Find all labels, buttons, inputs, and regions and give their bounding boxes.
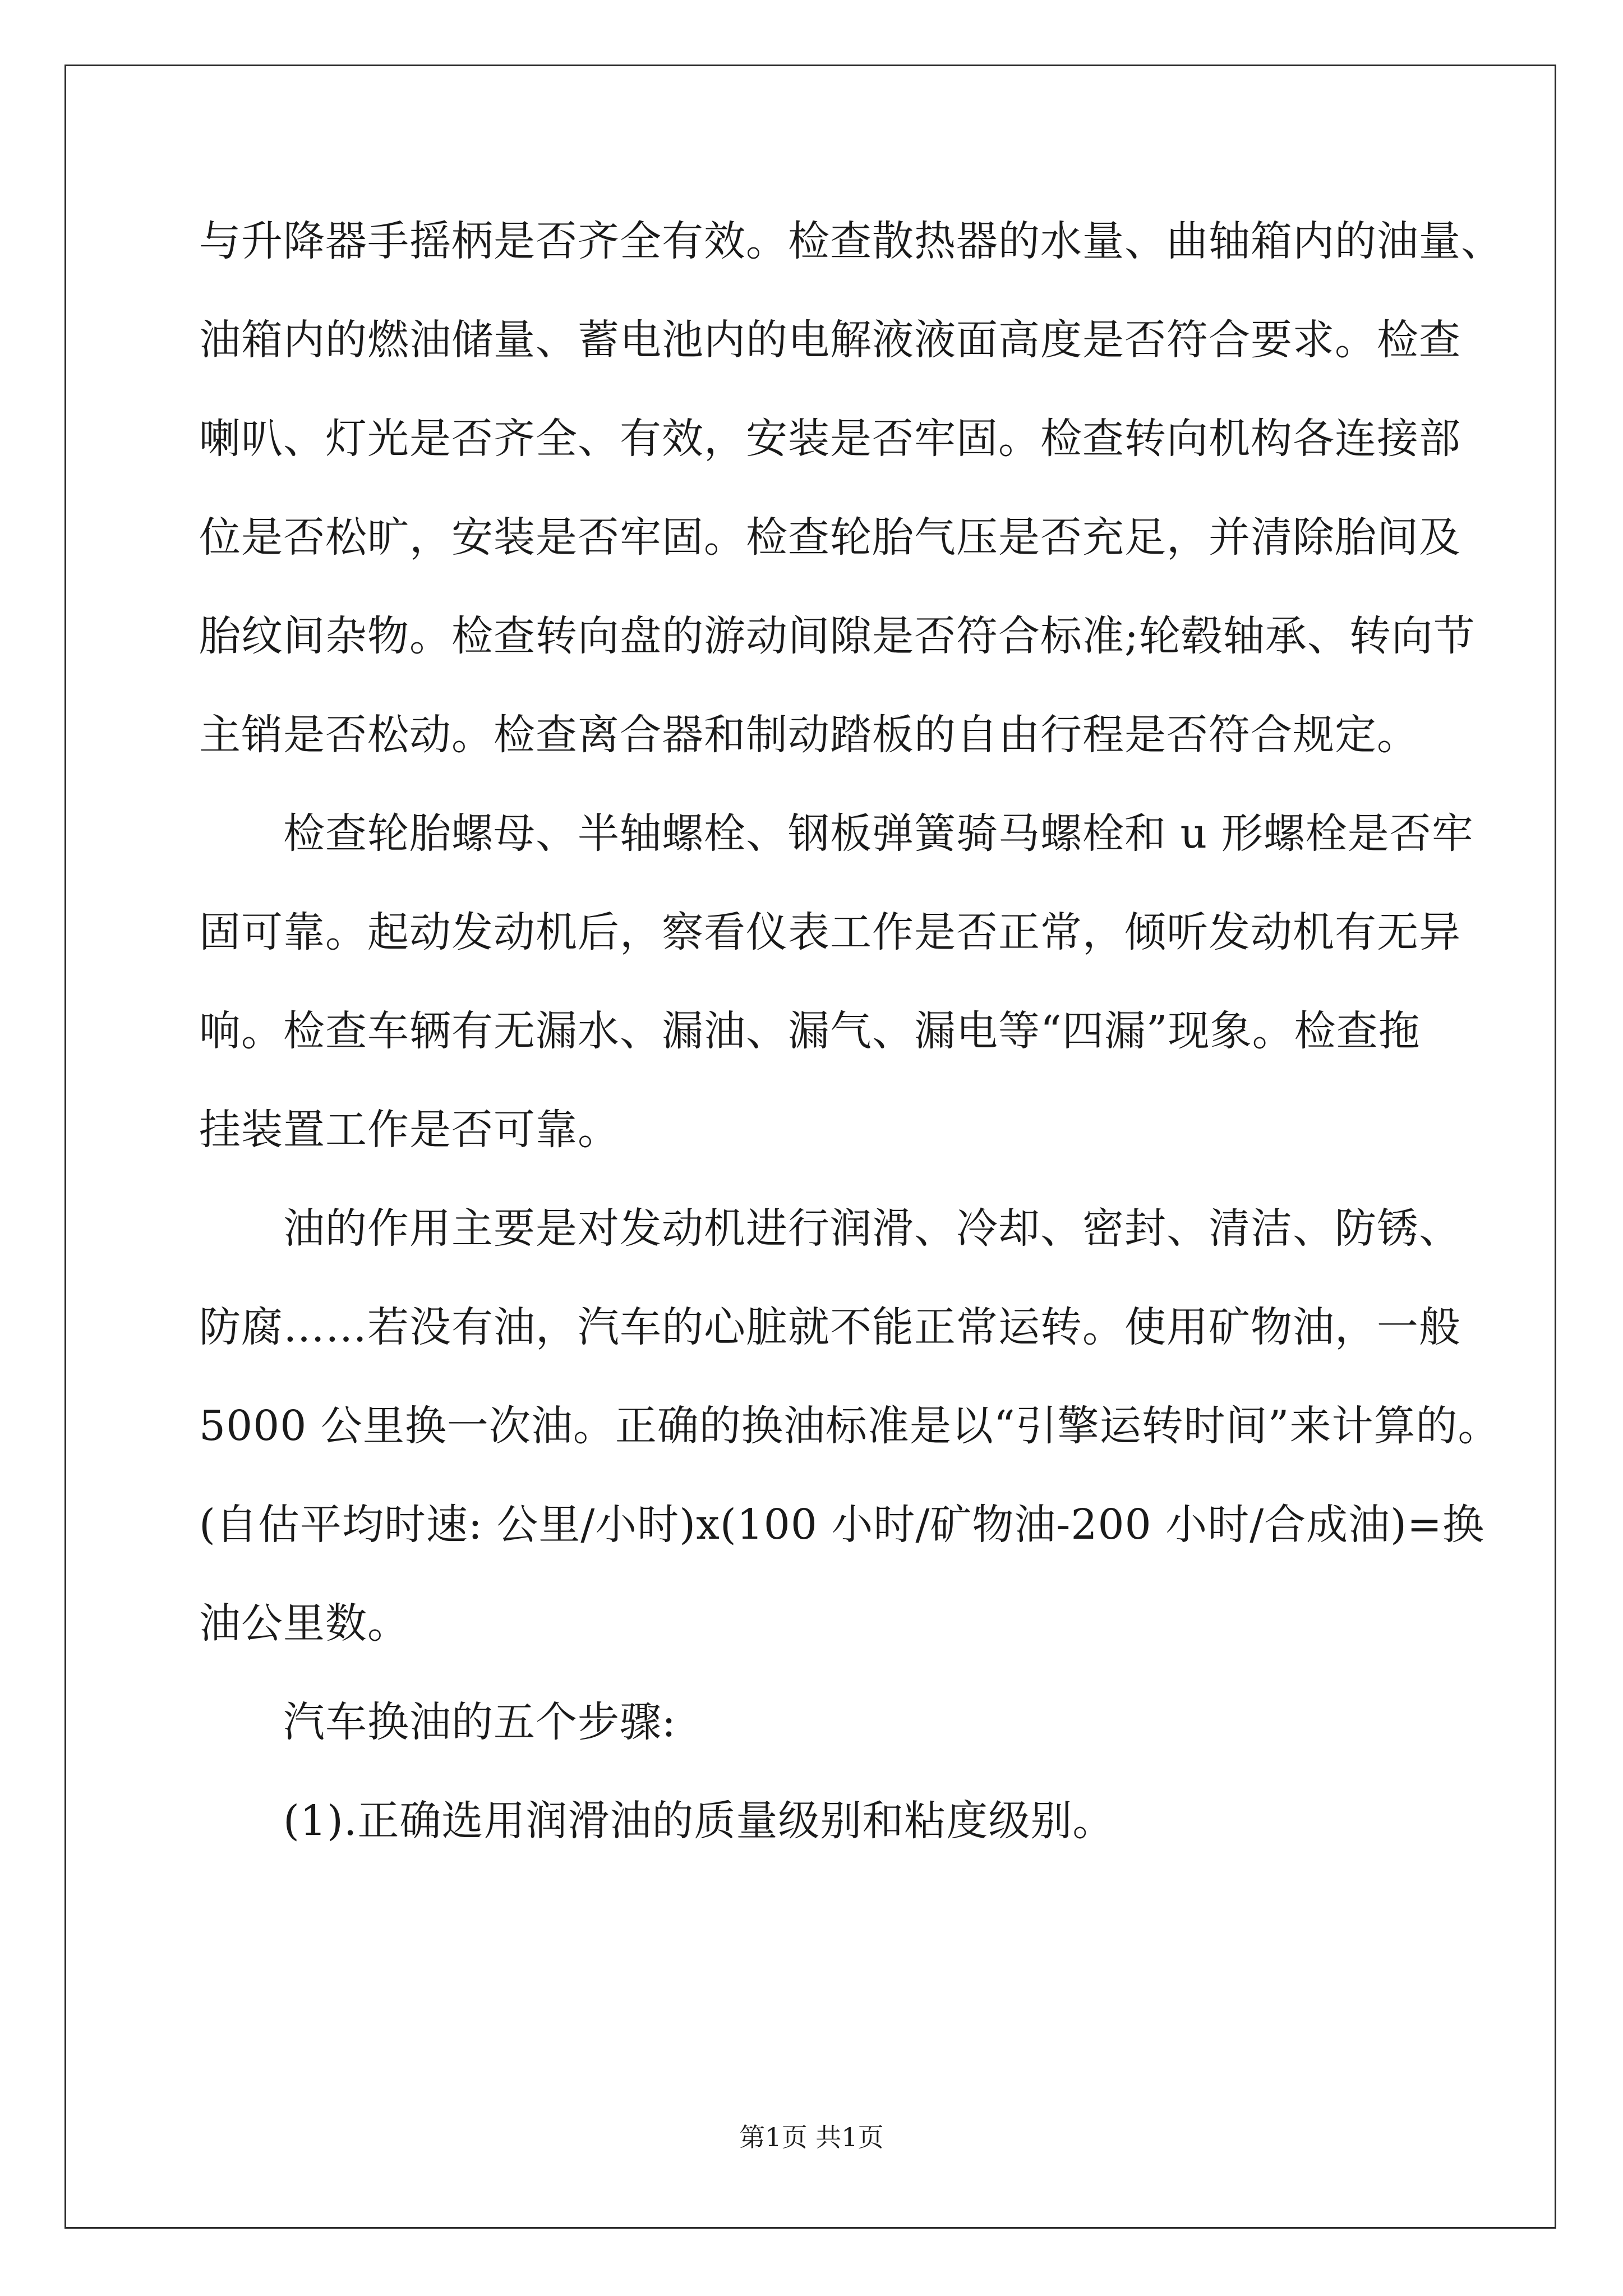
text-line-2: 油箱内的燃油储量、蓄电池内的电解液液面高度是否符合要求。检查 bbox=[199, 316, 1461, 364]
text-line-5: 胎纹间杂物。检查转向盘的游动间隙是否符合标准;轮毂轴承、转向节 bbox=[199, 612, 1476, 660]
text-line-9: 响。检查车辆有无漏水、漏油、漏气、漏电等“四漏”现象。检查拖 bbox=[199, 1007, 1421, 1055]
text-line-15: 油公里数。 bbox=[199, 1599, 409, 1648]
text-line-10: 挂装置工作是否可靠。 bbox=[199, 1106, 620, 1154]
text-line-12: 防腐……若没有油，汽车的心脏就不能正常运转。使用矿物油，一般 bbox=[199, 1303, 1461, 1351]
text-line-4: 位是否松旷，安装是否牢固。检查轮胎气压是否充足，并清除胎间及 bbox=[199, 513, 1461, 562]
text-line-16: 汽车换油的五个步骤: bbox=[283, 1698, 676, 1746]
text-line-14: (自估平均时速: 公里/小时)x(100 小时/矿物油-200 小时/合成油)=换 bbox=[199, 1501, 1484, 1549]
text-line-13: 5000 公里换一次油。正确的换油标准是以“引擎运转时间”来计算的。 bbox=[199, 1402, 1500, 1450]
text-line-17: (1).正确选用润滑油的质量级别和粘度级别。 bbox=[283, 1797, 1115, 1845]
text-line-7: 检查轮胎螺母、半轴螺栓、钢板弹簧骑马螺栓和 u 形螺栓是否牢 bbox=[283, 809, 1474, 858]
text-line-6: 主销是否松动。检查离合器和制动踏板的自由行程是否符合规定。 bbox=[199, 711, 1419, 759]
text-line-8: 固可靠。起动发动机后，察看仪表工作是否正常，倾听发动机有无异 bbox=[199, 908, 1461, 956]
page-footer: 第1页 共1页 bbox=[739, 2122, 884, 2152]
text-line-3: 喇叭、灯光是否齐全、有效，安装是否牢固。检查转向机构各连接部 bbox=[199, 415, 1461, 463]
text-line-11: 油的作用主要是对发动机进行润滑、冷却、密封、清洁、防锈、 bbox=[283, 1204, 1461, 1253]
text-line-1: 与升降器手摇柄是否齐全有效。检查散热器的水量、曲轴箱内的油量、 bbox=[199, 217, 1503, 265]
